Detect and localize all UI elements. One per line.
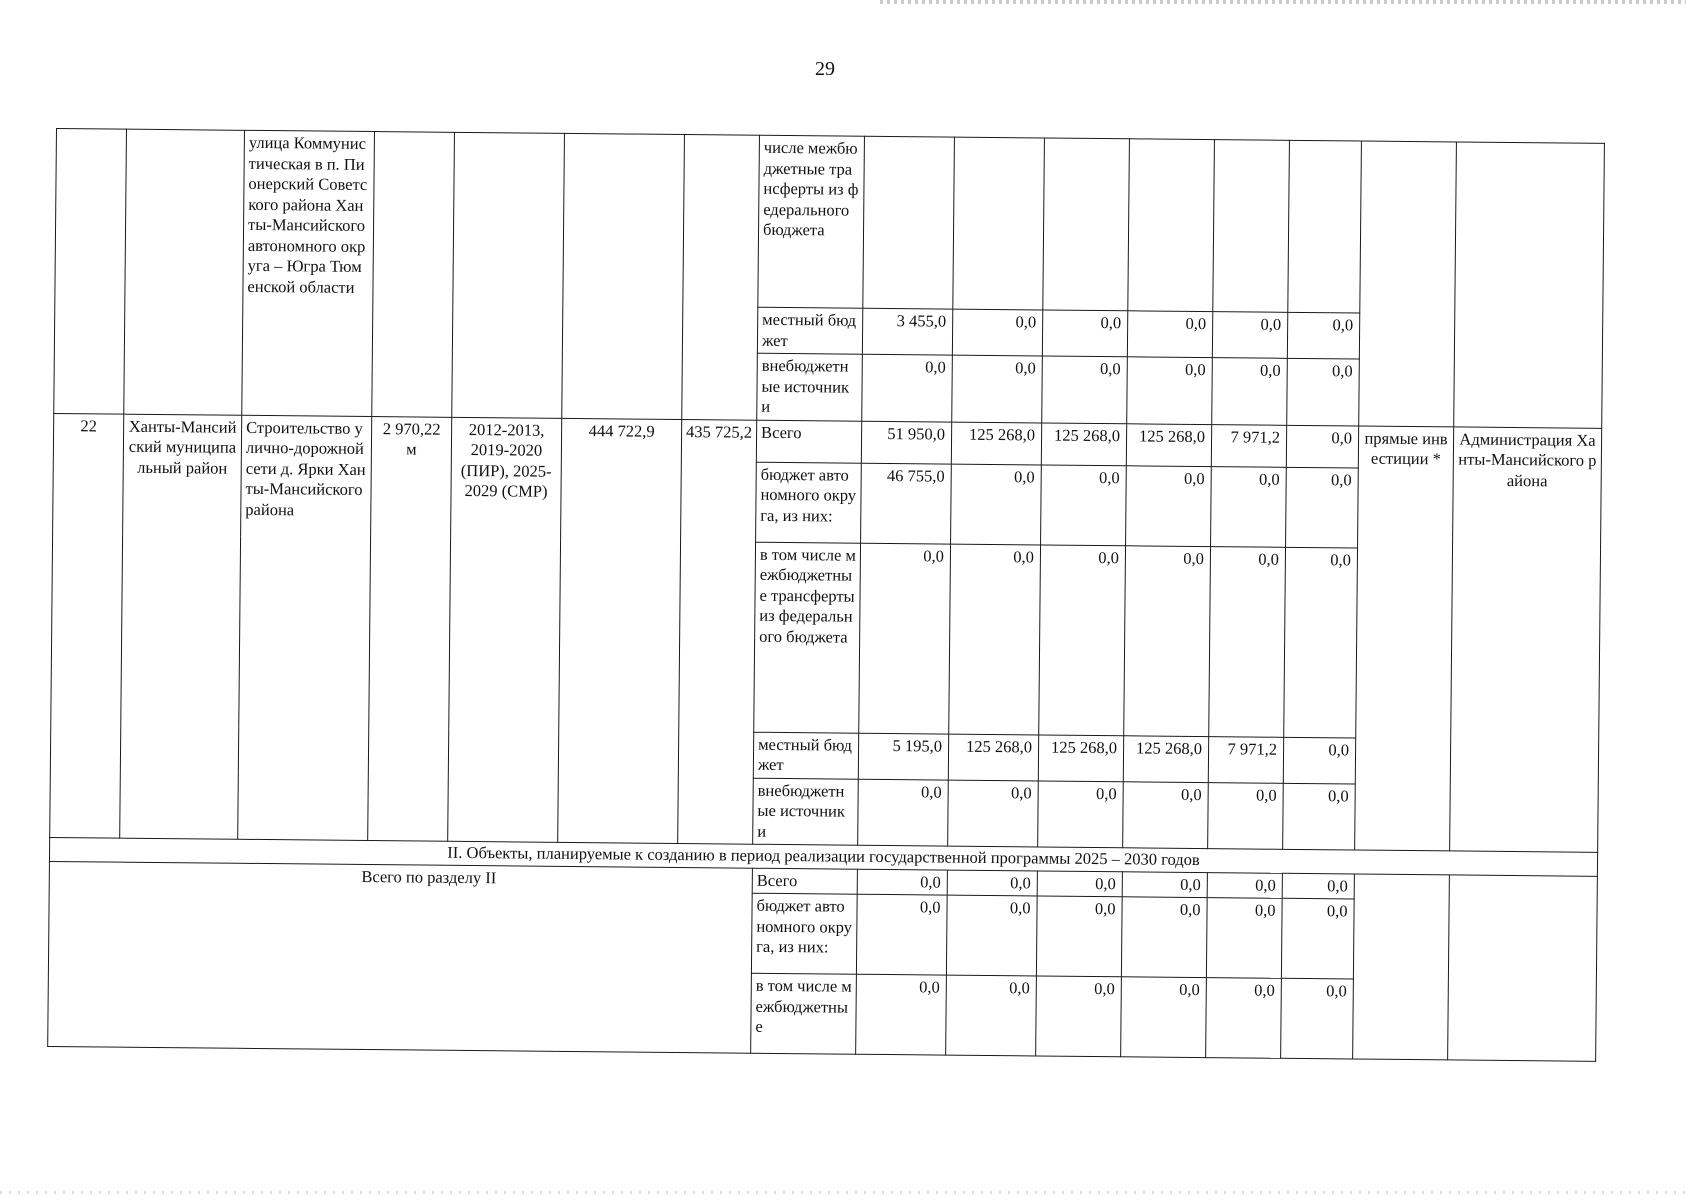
- funding-value: 0,0: [951, 464, 1042, 545]
- funding-source-label: в том числе межбюджетные трансферты из федерального бюджета: [754, 542, 861, 733]
- section-total-label: Всего по разделу II: [48, 861, 753, 1053]
- period-cell: [452, 132, 565, 418]
- funding-value: 0,0: [946, 975, 1037, 1056]
- funding-value: 5 195,0: [858, 733, 948, 780]
- funding-value: 0,0: [1282, 873, 1354, 899]
- funding-value: 0,0: [1212, 358, 1288, 425]
- funding-value: 0,0: [1286, 467, 1359, 548]
- object-name-cell: улица Коммунистическая в п. Пионерский Советского района Ханты-Мансийского автономного округа – Югра Тюменской области: [242, 130, 375, 416]
- mechanism-cell: [1359, 141, 1457, 426]
- funding-value: [1043, 138, 1130, 311]
- funding-source-label: бюджет автономного округа, из них:: [751, 893, 857, 974]
- funding-value: 0,0: [948, 780, 1039, 847]
- customer-cell: [1454, 142, 1605, 428]
- funding-value: 51 950,0: [861, 421, 951, 464]
- capacity-cell: 2 970,22 м: [368, 416, 452, 841]
- funding-value: 0,0: [1124, 545, 1211, 736]
- funding-value: 0,0: [862, 354, 953, 421]
- funding-value: 125 268,0: [948, 734, 1038, 781]
- funding-value: 0,0: [1121, 897, 1207, 978]
- investment-table-sheet: [47, 128, 1604, 1062]
- funding-value: 125 268,0: [1123, 735, 1208, 782]
- funding-value: 0,0: [1286, 425, 1358, 468]
- funding-value: 0,0: [858, 779, 949, 846]
- scan-noise-top: [880, 0, 1686, 4]
- funding-value: 0,0: [856, 894, 947, 975]
- funding-value: 0,0: [857, 869, 947, 895]
- remaining-cost-cell: [682, 135, 760, 420]
- funding-source-label: местный бюджет: [757, 307, 862, 354]
- municipality-cell: Ханты-Мансийский муниципальный район: [120, 414, 242, 840]
- investment-table: [47, 128, 1605, 1062]
- funding-source-label: внебюджетные источники: [753, 778, 859, 846]
- funding-value: [1213, 140, 1290, 313]
- funding-value: 0,0: [1211, 466, 1287, 547]
- funding-source-label: числе межбюджетные трансферты из федерального бюджета: [758, 135, 865, 308]
- funding-value: 0,0: [1037, 870, 1122, 896]
- funding-source-label: внебюджетные источники: [757, 353, 863, 421]
- funding-value: 0,0: [1122, 871, 1207, 897]
- funding-value: 125 268,0: [1041, 422, 1126, 465]
- funding-value: 0,0: [1041, 464, 1127, 545]
- funding-source-label: в том числе межбюджетные: [751, 973, 857, 1054]
- mechanism-cell: [1353, 873, 1450, 1059]
- customer-cell: Администрация Ханты-Мансийского района: [1450, 426, 1602, 852]
- funding-value: 0,0: [1038, 780, 1124, 847]
- period-cell: 2012-2013, 2019-2020 (ПИР), 2025-2029 (СМР): [448, 417, 562, 843]
- municipality-cell: [124, 129, 245, 415]
- funding-value: 0,0: [1042, 356, 1128, 423]
- funding-value: 0,0: [1281, 898, 1354, 979]
- funding-value: 0,0: [1042, 310, 1127, 357]
- table-row: [55, 129, 1605, 316]
- funding-value: 7 971,2: [1211, 424, 1286, 467]
- funding-source-label: местный бюджет: [753, 732, 858, 779]
- row-number-cell: 22: [50, 413, 124, 838]
- funding-value: [1128, 139, 1215, 312]
- funding-value: 0,0: [1127, 311, 1212, 358]
- page-number: 29: [815, 58, 835, 80]
- funding-value: 0,0: [1208, 782, 1284, 849]
- funding-value: 0,0: [1206, 898, 1282, 979]
- funding-value: 0,0: [1209, 546, 1286, 737]
- funding-value: 3 455,0: [862, 308, 952, 355]
- funding-value: 125 268,0: [1126, 423, 1211, 466]
- estimated-cost-cell: [562, 133, 685, 419]
- funding-value: 0,0: [856, 974, 947, 1055]
- funding-source-label: бюджет автономного округа, из них:: [756, 462, 862, 543]
- funding-value: 0,0: [947, 870, 1037, 896]
- funding-value: 0,0: [1126, 465, 1212, 546]
- funding-value: 0,0: [1207, 872, 1282, 898]
- object-name-cell: Строительство улично-дорожной сети д. Ярки Ханты-Мансийского района: [238, 415, 372, 841]
- funding-value: 0,0: [1121, 977, 1207, 1058]
- customer-cell: [1448, 874, 1598, 1061]
- funding-value: 0,0: [1123, 781, 1209, 848]
- estimated-cost-cell: 444 722,9: [558, 418, 682, 844]
- funding-value: 0,0: [952, 309, 1042, 356]
- capacity-cell: [372, 132, 455, 417]
- funding-value: 0,0: [1283, 737, 1355, 784]
- funding-value: 125 268,0: [951, 422, 1041, 465]
- funding-value: 0,0: [1284, 547, 1358, 738]
- funding-value: 0,0: [1036, 896, 1122, 977]
- funding-value: [1288, 140, 1362, 313]
- funding-value: 125 268,0: [1038, 734, 1123, 781]
- funding-value: 0,0: [1206, 978, 1282, 1059]
- section-title: II. Объекты, планируемые к созданию в период реализации государственной программы 2025 – 2030 годов: [49, 837, 1597, 875]
- scan-noise-bottom: [0, 1191, 1686, 1194]
- mechanism-cell: прямые инвестиции *: [1355, 426, 1454, 851]
- funding-value: 7 971,2: [1208, 736, 1283, 783]
- funding-value: 0,0: [949, 544, 1041, 735]
- funding-value: 0,0: [946, 895, 1037, 976]
- funding-value: 0,0: [1039, 544, 1126, 735]
- funding-value: [863, 136, 955, 309]
- funding-value: 0,0: [1287, 358, 1360, 425]
- funding-value: 0,0: [1212, 312, 1287, 359]
- funding-value: [953, 137, 1045, 310]
- funding-value: 0,0: [859, 543, 951, 734]
- funding-value: 0,0: [1283, 783, 1356, 850]
- funding-value: 0,0: [1127, 357, 1213, 424]
- remaining-cost-cell: 435 725,2: [678, 419, 757, 844]
- funding-source-label: Всего: [752, 868, 857, 895]
- funding-value: 0,0: [1281, 978, 1354, 1059]
- funding-value: 0,0: [952, 355, 1043, 422]
- funding-value: 0,0: [1036, 976, 1122, 1057]
- funding-source-label: Всего: [756, 420, 861, 463]
- funding-value: 46 755,0: [861, 463, 952, 544]
- funding-value: 0,0: [1287, 312, 1359, 359]
- row-number-cell: [54, 129, 127, 414]
